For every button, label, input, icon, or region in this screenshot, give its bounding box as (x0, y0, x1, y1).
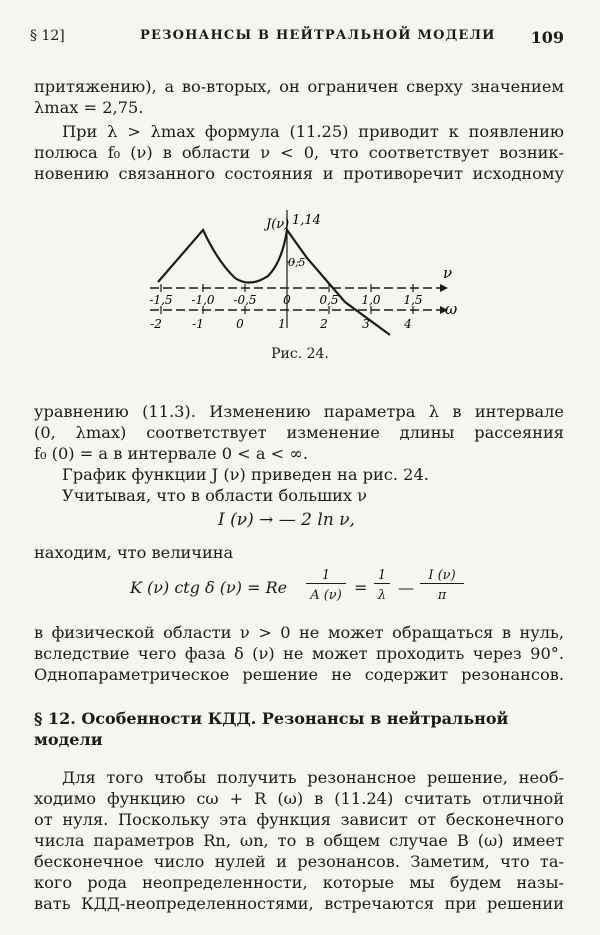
text-line: Однопараметрическое решение не содержит резонансов. (34, 665, 564, 684)
omega-tick-label: 3 (362, 317, 370, 331)
nu-tick-label: -0,5 (233, 293, 257, 307)
nu-tick-labels (149, 293, 422, 307)
text-line: (0, λmax) соответствует изменение длины рассеяния (34, 423, 564, 442)
heading-line: § 12. Особенности КДД. Резонансы в нейтральной (34, 709, 509, 728)
text-line: Учитывая, что в области больших ν (62, 486, 368, 505)
heading-line: модели (34, 730, 103, 749)
nu-tick-label: 1,5 (403, 293, 423, 307)
text-line: При λ > λmax формула (11.25) приводит к появлению (62, 122, 564, 141)
text-line: ходимо функцию cω + R (ω) в (11.24) считать отличной (34, 789, 564, 808)
figure-caption: Рис. 24. (271, 346, 329, 362)
text-line: в физической области ν > 0 не может обращаться в нуль, (34, 623, 564, 642)
omega-tick-label: -2 (150, 317, 162, 331)
omega-tick-label: 1 (278, 317, 286, 331)
nu-arrow-icon (440, 284, 448, 292)
header-section: § 12] (30, 28, 65, 44)
omega-tick-label: 4 (404, 317, 412, 331)
text-line: бесконечное число нулей и резонансов. Заметим, что та- (34, 852, 564, 871)
fraction-denominator: A (ν) (310, 588, 342, 603)
text-line: График функции J (ν) приведен на рис. 24. (62, 465, 429, 484)
text-line: от нуля. Поскольку эта функция зависит от бесконечного (34, 810, 564, 829)
text-line: вследствие чего фаза δ (ν) не может проходить через 90°. (34, 644, 564, 663)
paragraph-6 (34, 767, 564, 914)
header-title: РЕЗОНАНСЫ В НЕЙТРАЛЬНОЙ МОДЕЛИ (140, 28, 496, 43)
paragraph-2 (34, 121, 564, 184)
nu-tick-label: 0 (283, 293, 291, 307)
fraction-numerator: 1 (374, 568, 390, 584)
nu-tick-label: 0,5 (319, 293, 339, 307)
fraction-numerator: 1 (306, 568, 346, 584)
text-line: новению связанного состояния и противоречит исходному (34, 164, 564, 183)
text-line: уравнению (11.3). Изменению параметра λ в интервале (34, 402, 564, 421)
nu-tick-label: -1,5 (149, 293, 173, 307)
running-header (30, 28, 564, 50)
page-number: 109 (530, 28, 564, 47)
text-line: f₀ (0) = a в интервале 0 < a < ∞. (34, 444, 309, 463)
paragraph-5 (34, 622, 564, 685)
text-line: кого рода неопределенности, которые мы будем назы- (34, 873, 564, 892)
omega-tick-labels (150, 317, 412, 331)
formula-lhs: K (ν) ctg δ (ν) = Re (130, 578, 288, 597)
text-line: притяжению), а во-вторых, он ограничен сверху значением (34, 77, 564, 96)
nu-tick-label: 1,0 (361, 293, 381, 307)
text-line: находим, что величина (34, 543, 234, 562)
omega-tick-label: 2 (320, 317, 328, 331)
text-line: числа параметров Rn, ωn, то в общем случае B (ω) имеет (34, 831, 564, 850)
omega-axis-label: ω (445, 300, 458, 318)
fraction-denominator: π (437, 588, 447, 603)
omega-tick-label: -1 (192, 317, 204, 331)
paragraph-1 (34, 76, 564, 118)
formula-asymptotic: I (ν) → — 2 ln ν, (218, 510, 355, 530)
formula-minus: — (398, 578, 414, 597)
text-line: полюса f₀ (ν) в области ν < 0, что соответствует возник- (34, 143, 564, 162)
half-label: 0,5 (288, 256, 306, 269)
peak-label: 1,14 (292, 213, 321, 228)
nu-axis-label: ν (443, 264, 453, 282)
text-line: Для того чтобы получить резонансное решение, необ- (62, 768, 564, 787)
paragraph-3 (34, 401, 564, 506)
fraction-numerator: I (ν) (420, 568, 464, 584)
omega-tick-label: 0 (236, 317, 244, 331)
nu-tick-label: -1,0 (191, 293, 215, 307)
section-heading (34, 708, 564, 750)
figure-24 (140, 210, 460, 345)
text-line: вать КДД-неопределенностями, встречаются при решении (34, 894, 564, 913)
formula-equals: = (354, 578, 368, 597)
paragraph-4 (34, 542, 564, 563)
y-axis-label: J(ν) (266, 217, 290, 232)
text-line: λmax = 2,75. (34, 98, 144, 117)
fraction-denominator: λ (377, 588, 387, 603)
